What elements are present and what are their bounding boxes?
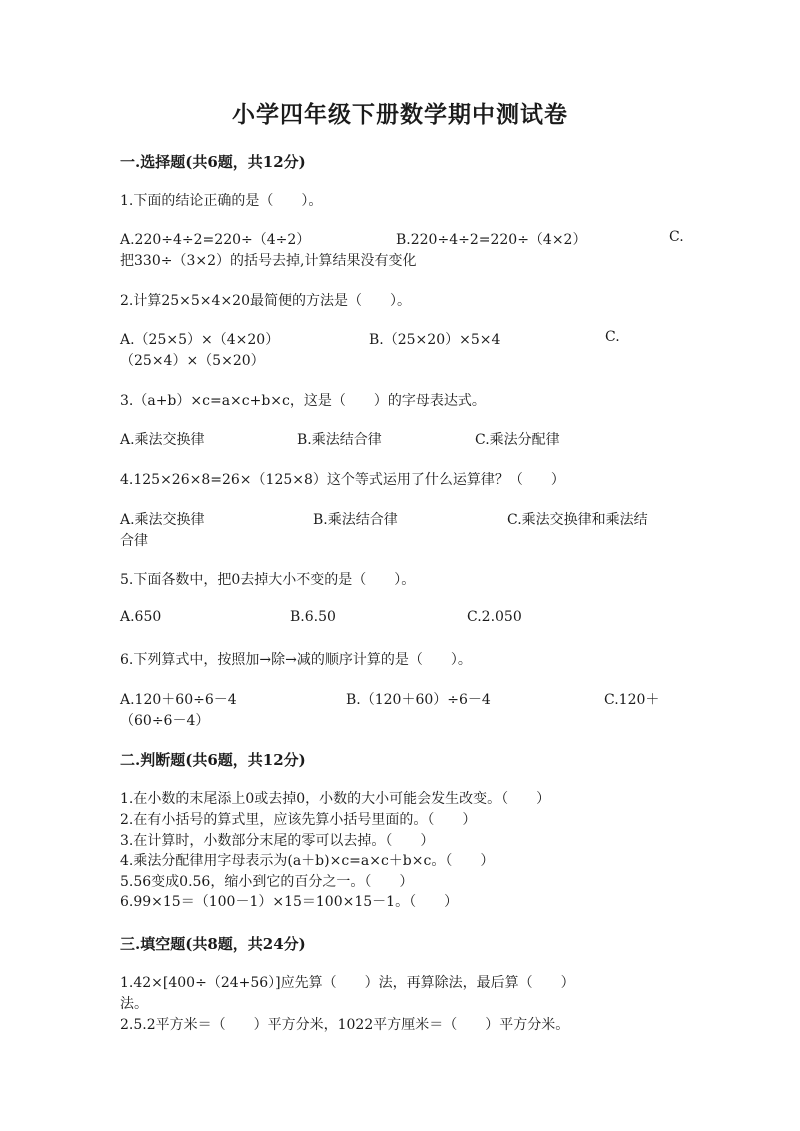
judgment-item-4: 4.乘法分配律用字母表示为(a＋b)×c=a×c＋b×c。（ ） (120, 853, 495, 869)
question-6-option-c: C.120＋ (604, 692, 660, 708)
question-1-option-c: C. (669, 229, 684, 245)
question-6-option-c-cont: （60÷6－4） (120, 713, 210, 729)
question-5-option-a: A.650 (120, 609, 162, 625)
judgment-item-5: 5.56变成0.56，缩小到它的百分之一。（ ） (120, 874, 414, 890)
question-1-stem: 1.下面的结论正确的是（ ）。 (120, 193, 323, 209)
question-5-option-c: C.2.050 (467, 609, 522, 625)
fill-item-2: 2.5.2平方米＝（ ）平方分米，1022平方厘米＝（ ）平方分米。 (120, 1017, 570, 1033)
question-2-option-a: A.（25×5）×（4×20） (120, 332, 280, 348)
page-title: 小学四年级下册数学期中测试卷 (232, 101, 568, 128)
question-2-option-c-cont: （25×4）×（5×20） (120, 353, 265, 369)
fill-item-1-cont: 法。 (120, 996, 148, 1012)
question-2-option-c: C. (605, 329, 620, 345)
question-3-option-a: A.乘法交换律 (120, 432, 205, 448)
question-4-option-a: A.乘法交换律 (120, 512, 205, 528)
question-4-option-c: C.乘法交换律和乘法结 (507, 512, 648, 528)
question-5-stem: 5.下面各数中，把0去掉大小不变的是（ ）。 (120, 572, 416, 588)
question-4-stem: 4.125×26×8=26×（125×8）这个等式运用了什么运算律？（ ） (120, 472, 565, 488)
judgment-item-1: 1.在小数的末尾添上0或去掉0，小数的大小可能会发生改变。（ ） (120, 791, 551, 807)
question-2-stem: 2.计算25×5×4×20最简便的方法是（ ）。 (120, 293, 411, 309)
question-3-option-c: C.乘法分配律 (475, 432, 560, 448)
judgment-item-2: 2.在有小括号的算式里，应该先算小括号里面的。（ ） (120, 812, 477, 828)
question-6-stem: 6.下列算式中，按照加→除→减的顺序计算的是（ ）。 (120, 652, 472, 668)
question-1-option-c-cont: 把330÷（3×2）的括号去掉,计算结果没有变化 (120, 253, 417, 269)
question-4-option-b: B.乘法结合律 (313, 512, 398, 528)
section-heading-fill-in: 三.填空题(共8题，共24分) (120, 935, 306, 953)
question-5-option-b: B.6.50 (290, 609, 336, 625)
question-1-option-a: A.220÷4÷2=220÷（4÷2） (120, 232, 311, 248)
judgment-item-6: 6.99×15＝（100－1）×15＝100×15－1。（ ） (120, 894, 459, 910)
question-3-stem: 3.（a+b）×c=a×c+b×c，这是（ ）的字母表达式。 (120, 393, 486, 409)
question-1-option-b: B.220÷4÷2=220÷（4×2） (396, 232, 587, 248)
question-3-option-b: B.乘法结合律 (297, 432, 382, 448)
question-6-option-a: A.120＋60÷6－4 (120, 692, 237, 708)
section-heading-judgment: 二.判断题(共6题，共12分) (120, 751, 306, 769)
question-6-option-b: B.（120＋60）÷6－4 (346, 692, 491, 708)
section-heading-choice: 一.选择题(共6题，共12分) (120, 153, 306, 171)
question-4-option-c-cont: 合律 (120, 533, 148, 549)
question-2-option-b: B.（25×20）×5×4 (369, 332, 501, 348)
judgment-item-3: 3.在计算时，小数部分末尾的零可以去掉。（ ） (120, 833, 435, 849)
fill-item-1: 1.42×[400÷（24+56）]应先算（ ）法，再算除法，最后算（ ） (120, 975, 575, 991)
